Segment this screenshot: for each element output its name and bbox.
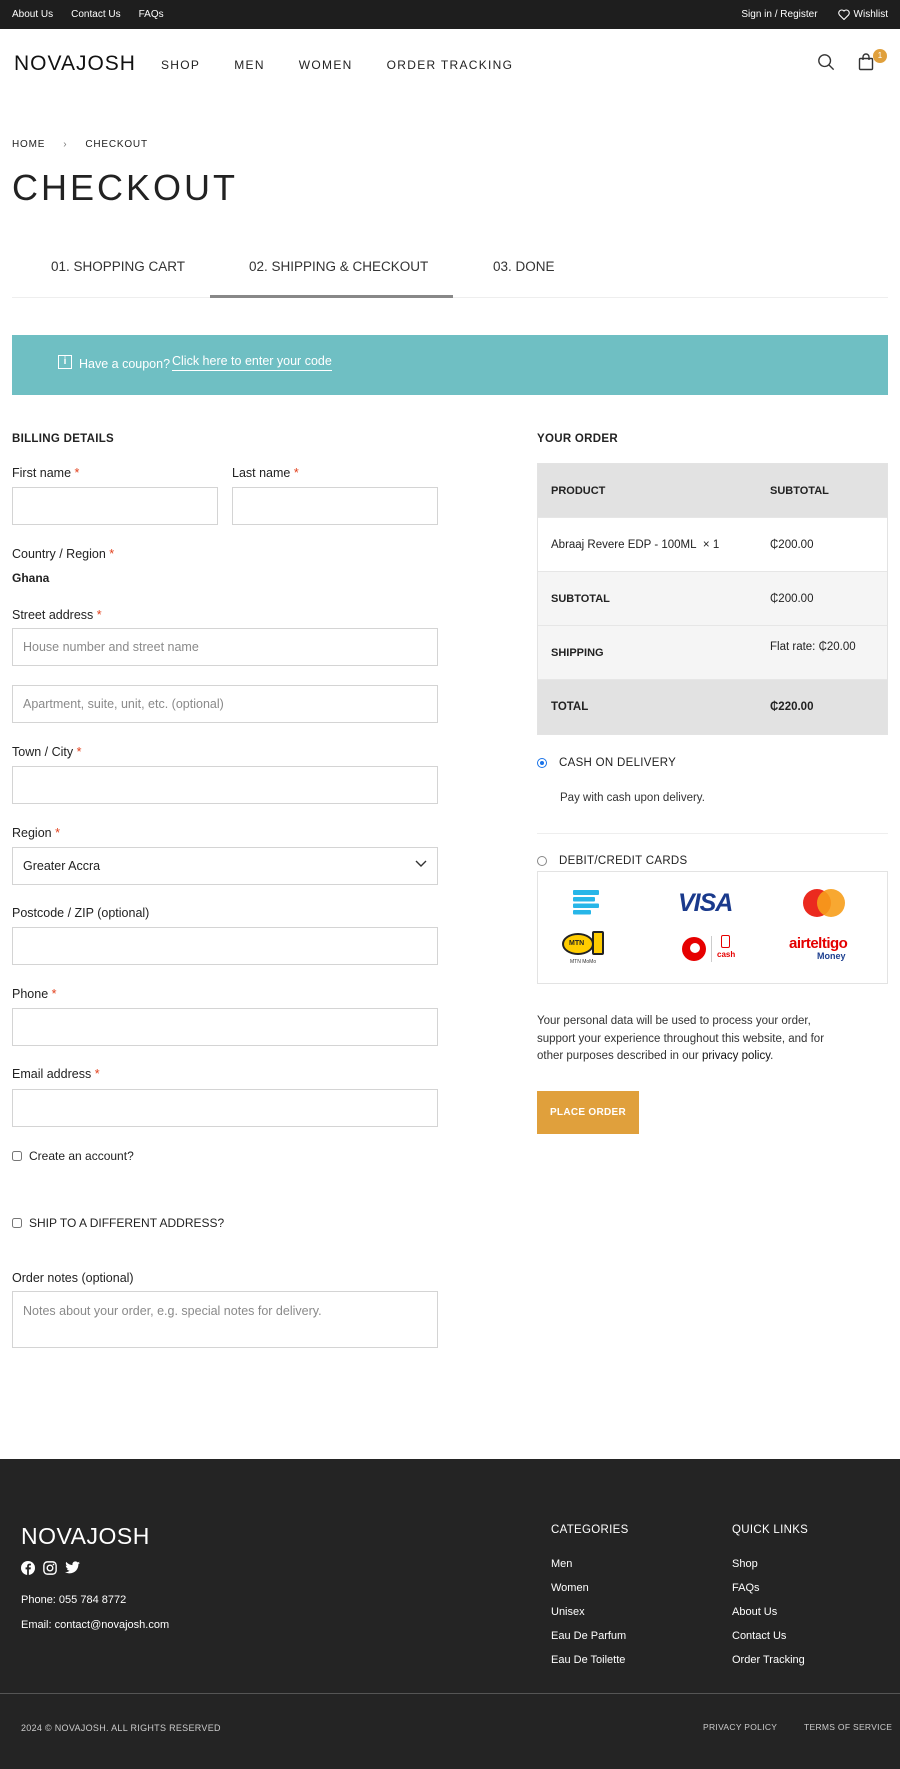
cod-label: CASH ON DELIVERY	[559, 757, 677, 769]
billing-heading: BILLING DETAILS	[12, 433, 115, 445]
place-order-button[interactable]: PLACE ORDER	[537, 1091, 639, 1134]
quick-links-list	[732, 1558, 805, 1667]
quick-links-heading: QUICK LINKS	[732, 1524, 809, 1536]
apartment-input[interactable]	[12, 685, 438, 723]
terms-of-service-link[interactable]: TERMS OF SERVICE	[804, 1722, 893, 1732]
ship-different-label: SHIP TO A DIFFERENT ADDRESS?	[29, 1216, 225, 1230]
create-account-label: Create an account?	[29, 1149, 134, 1163]
street-input[interactable]	[12, 628, 438, 666]
category-eau-de-toilette[interactable]: Eau De Toilette	[551, 1654, 626, 1666]
step-shipping-checkout[interactable]: 02. SHIPPING & CHECKOUT	[249, 259, 429, 274]
footer-phone: Phone: 055 784 8772	[21, 1594, 127, 1606]
footer-logo[interactable]: NOVAJOSH	[21, 1523, 150, 1549]
categories-list	[551, 1558, 626, 1667]
card-label: DEBIT/CREDIT CARDS	[559, 855, 688, 867]
wishlist-label: Wishlist	[853, 9, 888, 20]
payment-cod-option[interactable]	[537, 757, 676, 769]
shipping-value: Flat rate: ₵20.00	[770, 641, 856, 653]
shipping-row	[538, 626, 887, 680]
wishlist-link[interactable]	[838, 9, 888, 20]
col-subtotal: SUBTOTAL	[770, 485, 829, 497]
ship-different-check[interactable]	[12, 1218, 22, 1228]
social-links	[21, 1561, 80, 1575]
cart-icon[interactable]	[858, 53, 874, 71]
order-item-price: ₵200.00	[770, 539, 814, 551]
step-shopping-cart[interactable]: 01. SHOPPING CART	[51, 259, 186, 274]
last-name-label: Last name *	[232, 466, 299, 480]
last-name-input[interactable]	[232, 487, 438, 525]
ship-different-checkbox[interactable]	[12, 1216, 224, 1230]
coupon-text: Have a coupon?	[79, 357, 171, 371]
region-select[interactable]	[12, 847, 438, 885]
active-step-indicator	[210, 295, 453, 298]
account-links	[741, 9, 888, 20]
quick-link-shop[interactable]: Shop	[732, 1558, 758, 1570]
phone-input[interactable]	[12, 1008, 438, 1046]
facebook-icon[interactable]	[21, 1561, 35, 1575]
street-label: Street address *	[12, 608, 102, 622]
email-input[interactable]	[12, 1089, 438, 1127]
mtn-momo-logo: MTN MTN MoMo	[560, 931, 610, 969]
postcode-input[interactable]	[12, 927, 438, 965]
heart-icon	[838, 9, 850, 20]
copyright: 2024 © NOVAJOSH. ALL RIGHTS RESERVED	[21, 1723, 221, 1733]
privacy-period: .	[770, 1050, 774, 1062]
breadcrumb-home[interactable]: HOME	[12, 139, 46, 150]
site-footer	[0, 1459, 900, 1769]
mastercard-logo	[801, 888, 847, 918]
footer-divider	[0, 1693, 900, 1694]
coupon-link[interactable]: Click here to enter your code	[172, 354, 332, 371]
shipping-label: SHIPPING	[551, 647, 604, 659]
nav-order-tracking[interactable]: ORDER TRACKING	[386, 58, 514, 72]
payment-card-option[interactable]	[537, 855, 688, 867]
privacy-policy-footer-link[interactable]: PRIVACY POLICY	[703, 1722, 778, 1732]
country-label: Country / Region *	[12, 547, 115, 561]
town-input[interactable]	[12, 766, 438, 804]
quick-link-about[interactable]: About Us	[732, 1606, 778, 1618]
total-row	[538, 680, 887, 734]
search-icon[interactable]	[817, 53, 835, 71]
site-header	[0, 29, 900, 99]
subtotal-label: SUBTOTAL	[551, 593, 610, 605]
instagram-icon[interactable]	[43, 1561, 57, 1575]
breadcrumb	[12, 139, 148, 150]
total-value: ₵220.00	[770, 701, 814, 713]
coupon-notice	[12, 335, 888, 395]
visa-logo: VISA	[678, 889, 733, 917]
twitter-icon[interactable]	[65, 1561, 80, 1574]
subtotal-row	[538, 572, 887, 626]
region-label: Region *	[12, 826, 60, 840]
email-label: Email address *	[12, 1067, 100, 1081]
first-name-label: First name *	[12, 466, 80, 480]
privacy-notice	[537, 1013, 847, 1066]
categories-heading: CATEGORIES	[551, 1524, 629, 1536]
cart-count-badge: 1	[873, 49, 887, 63]
site-logo[interactable]: NOVAJOSH	[14, 52, 136, 75]
order-item: Abraaj Revere EDP - 100ML × 1	[551, 539, 720, 551]
order-notes-label: Order notes (optional)	[12, 1271, 134, 1285]
category-unisex[interactable]: Unisex	[551, 1606, 585, 1618]
quick-link-faqs[interactable]: FAQs	[732, 1582, 760, 1594]
order-heading: YOUR ORDER	[537, 433, 618, 445]
create-account-check[interactable]	[12, 1151, 22, 1161]
order-table-header	[538, 464, 887, 518]
nav-men[interactable]: MEN	[234, 58, 265, 72]
about-link[interactable]: About Us	[12, 9, 54, 20]
phone-label: Phone *	[12, 987, 57, 1001]
col-product: PRODUCT	[551, 485, 606, 497]
nav-shop[interactable]: SHOP	[161, 58, 201, 72]
main-nav	[161, 58, 513, 72]
checkout-steps	[12, 240, 888, 298]
cod-description: Pay with cash upon delivery.	[560, 792, 705, 804]
cod-radio[interactable]	[537, 758, 547, 768]
chevron-down-icon	[415, 860, 427, 868]
info-icon: i	[58, 355, 72, 369]
quick-link-contact[interactable]: Contact Us	[732, 1630, 787, 1642]
card-radio[interactable]	[537, 856, 547, 866]
faqs-link[interactable]: FAQs	[138, 9, 164, 20]
page-title: CHECKOUT	[12, 167, 239, 208]
nav-women[interactable]: WOMEN	[298, 58, 353, 72]
privacy-policy-link[interactable]: privacy policy	[701, 1050, 771, 1062]
order-table	[537, 463, 888, 735]
top-bar	[0, 0, 900, 29]
category-women[interactable]: Women	[551, 1582, 589, 1594]
top-links	[12, 9, 164, 20]
footer-email[interactable]: Email: contact@novajosh.com	[21, 1619, 170, 1631]
region-value: Greater Accra	[23, 859, 101, 873]
country-value: Ghana	[12, 571, 50, 585]
contact-link[interactable]: Contact Us	[71, 9, 121, 20]
category-men[interactable]: Men	[551, 1558, 573, 1570]
table-row	[538, 518, 887, 572]
signin-link[interactable]: Sign in / Register	[741, 9, 818, 20]
chevron-right-icon: ›	[63, 139, 68, 150]
postcode-label: Postcode / ZIP (optional)	[12, 906, 150, 920]
order-notes-input[interactable]	[12, 1291, 438, 1348]
create-account-checkbox[interactable]	[12, 1149, 134, 1163]
first-name-input[interactable]	[12, 487, 218, 525]
town-label: Town / City *	[12, 745, 82, 759]
airteltigo-money-logo: airteltigo Money	[789, 935, 848, 961]
payment-divider	[537, 833, 888, 834]
stripe-logo	[573, 889, 599, 915]
privacy-text: Your personal data will be used to process your order, support your experience throughout this website, and for other purposes described in our	[537, 1015, 825, 1062]
category-eau-de-parfum[interactable]: Eau De Parfum	[551, 1630, 627, 1642]
subtotal-value: ₵200.00	[770, 593, 814, 605]
quick-link-order-tracking[interactable]: Order Tracking	[732, 1654, 805, 1666]
step-done[interactable]: 03. DONE	[493, 259, 555, 274]
payment-logos	[537, 871, 888, 984]
vodafone-cash-logo: cash	[681, 934, 741, 964]
total-label: TOTAL	[551, 701, 589, 713]
breadcrumb-current: CHECKOUT	[85, 139, 148, 150]
